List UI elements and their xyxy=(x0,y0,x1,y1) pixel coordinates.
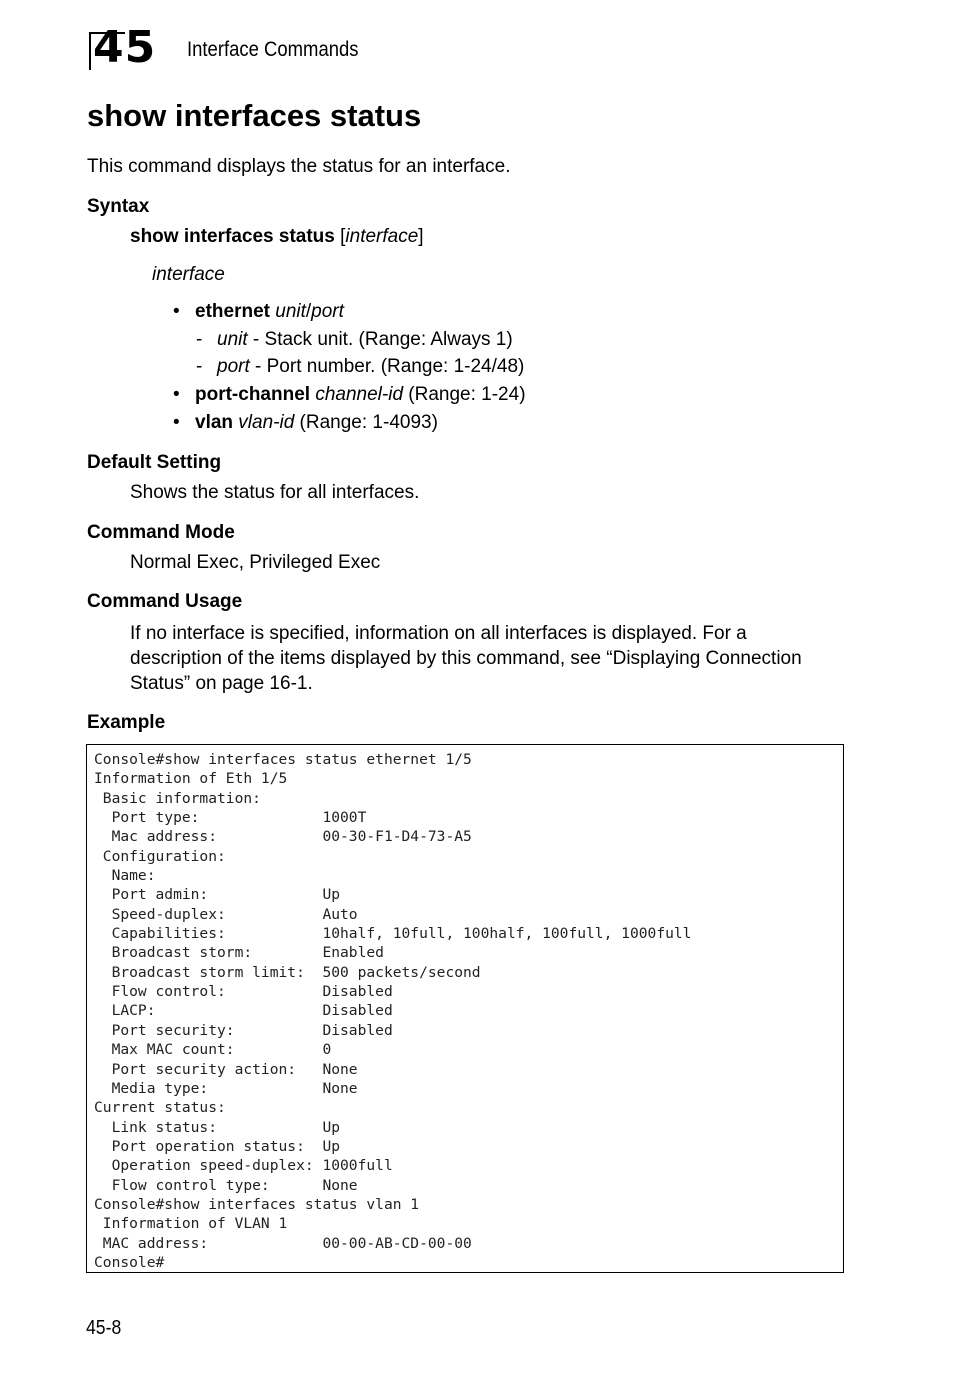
list-item xyxy=(173,412,438,434)
chapter-number: 45 xyxy=(93,22,157,73)
option-range: (Range: 1-4093) xyxy=(294,412,438,433)
default-setting-text: Shows the status for all interfaces. xyxy=(130,482,420,503)
dash: - xyxy=(196,356,203,377)
syntax-bracket-close: ] xyxy=(418,226,424,247)
command-usage-heading: Command Usage xyxy=(87,591,243,612)
syntax-heading: Syntax xyxy=(87,196,150,217)
option-arg: vlan-id xyxy=(233,412,295,433)
list-item xyxy=(196,329,513,351)
option-sep: / xyxy=(305,301,312,322)
option-arg: unit xyxy=(269,301,306,322)
option-keyword: vlan xyxy=(195,412,234,433)
option-keyword: ethernet xyxy=(195,301,270,322)
page-title: show interfaces status xyxy=(87,98,422,133)
syntax-command: show interfaces status xyxy=(130,226,335,247)
code-example-box xyxy=(86,744,844,1273)
command-mode-text: Normal Exec, Privileged Exec xyxy=(130,552,381,573)
bullet: • xyxy=(173,384,180,405)
option-keyword: port-channel xyxy=(195,384,311,405)
command-mode-heading: Command Mode xyxy=(87,522,235,543)
sub-term: unit xyxy=(217,329,248,350)
chapter-marker-rule xyxy=(89,32,91,70)
bullet: • xyxy=(173,412,180,433)
code-example: Console#show interfaces status ethernet 1/5 Information of Eth 1/5 Basic information: Port type: 1000T Mac address: 00-30-F1-D4-73-A5 Configuration: Name: Port admin: Up Speed-duplex: Auto Capabilities: 10half, 10full, 100half, 100full, 1000full Broadcast storm: Enabled Broadcast storm limit: 500 packets/second Flow control: Disabled LACP: Disabled Port security: Disabled Max MAC count: 0 Port security action: None Media type: None Current status: Link status: Up Port operation status: Up Operation speed-duplex: 1000full Flow control type: None Console#show interfaces status vlan 1 Information of VLAN 1 MAC address: 00-00-AB-CD-00-00 Console# xyxy=(94,751,692,1271)
running-title: Interface Commands xyxy=(187,38,359,61)
syntax-param: interface xyxy=(345,226,419,247)
list-item xyxy=(173,301,344,323)
chapter-marker xyxy=(89,22,163,73)
sub-term: port xyxy=(217,356,250,377)
param-label: interface xyxy=(152,264,225,285)
command-usage-text: If no interface is specified, information on all interfaces is displayed. For a description of the items displayed by this command, see “Displaying Connection Status” on page 16-1. xyxy=(130,623,802,694)
option-arg: port xyxy=(311,301,344,322)
option-arg: channel-id xyxy=(310,384,404,405)
example-heading: Example xyxy=(87,712,166,733)
default-setting-heading: Default Setting xyxy=(87,452,222,473)
syntax-line xyxy=(130,226,424,248)
intro-text: This command displays the status for an interface. xyxy=(87,156,511,177)
list-item xyxy=(173,384,526,406)
bullet: • xyxy=(173,301,180,322)
sub-desc: - Port number. (Range: 1-24/48) xyxy=(249,356,525,377)
dash: - xyxy=(196,329,203,350)
option-range: (Range: 1-24) xyxy=(403,384,526,405)
page-number: 45-8 xyxy=(86,1317,122,1339)
sub-desc: - Stack unit. (Range: Always 1) xyxy=(247,329,513,350)
syntax-bracket-open: [ xyxy=(334,226,346,247)
list-item xyxy=(196,356,524,378)
